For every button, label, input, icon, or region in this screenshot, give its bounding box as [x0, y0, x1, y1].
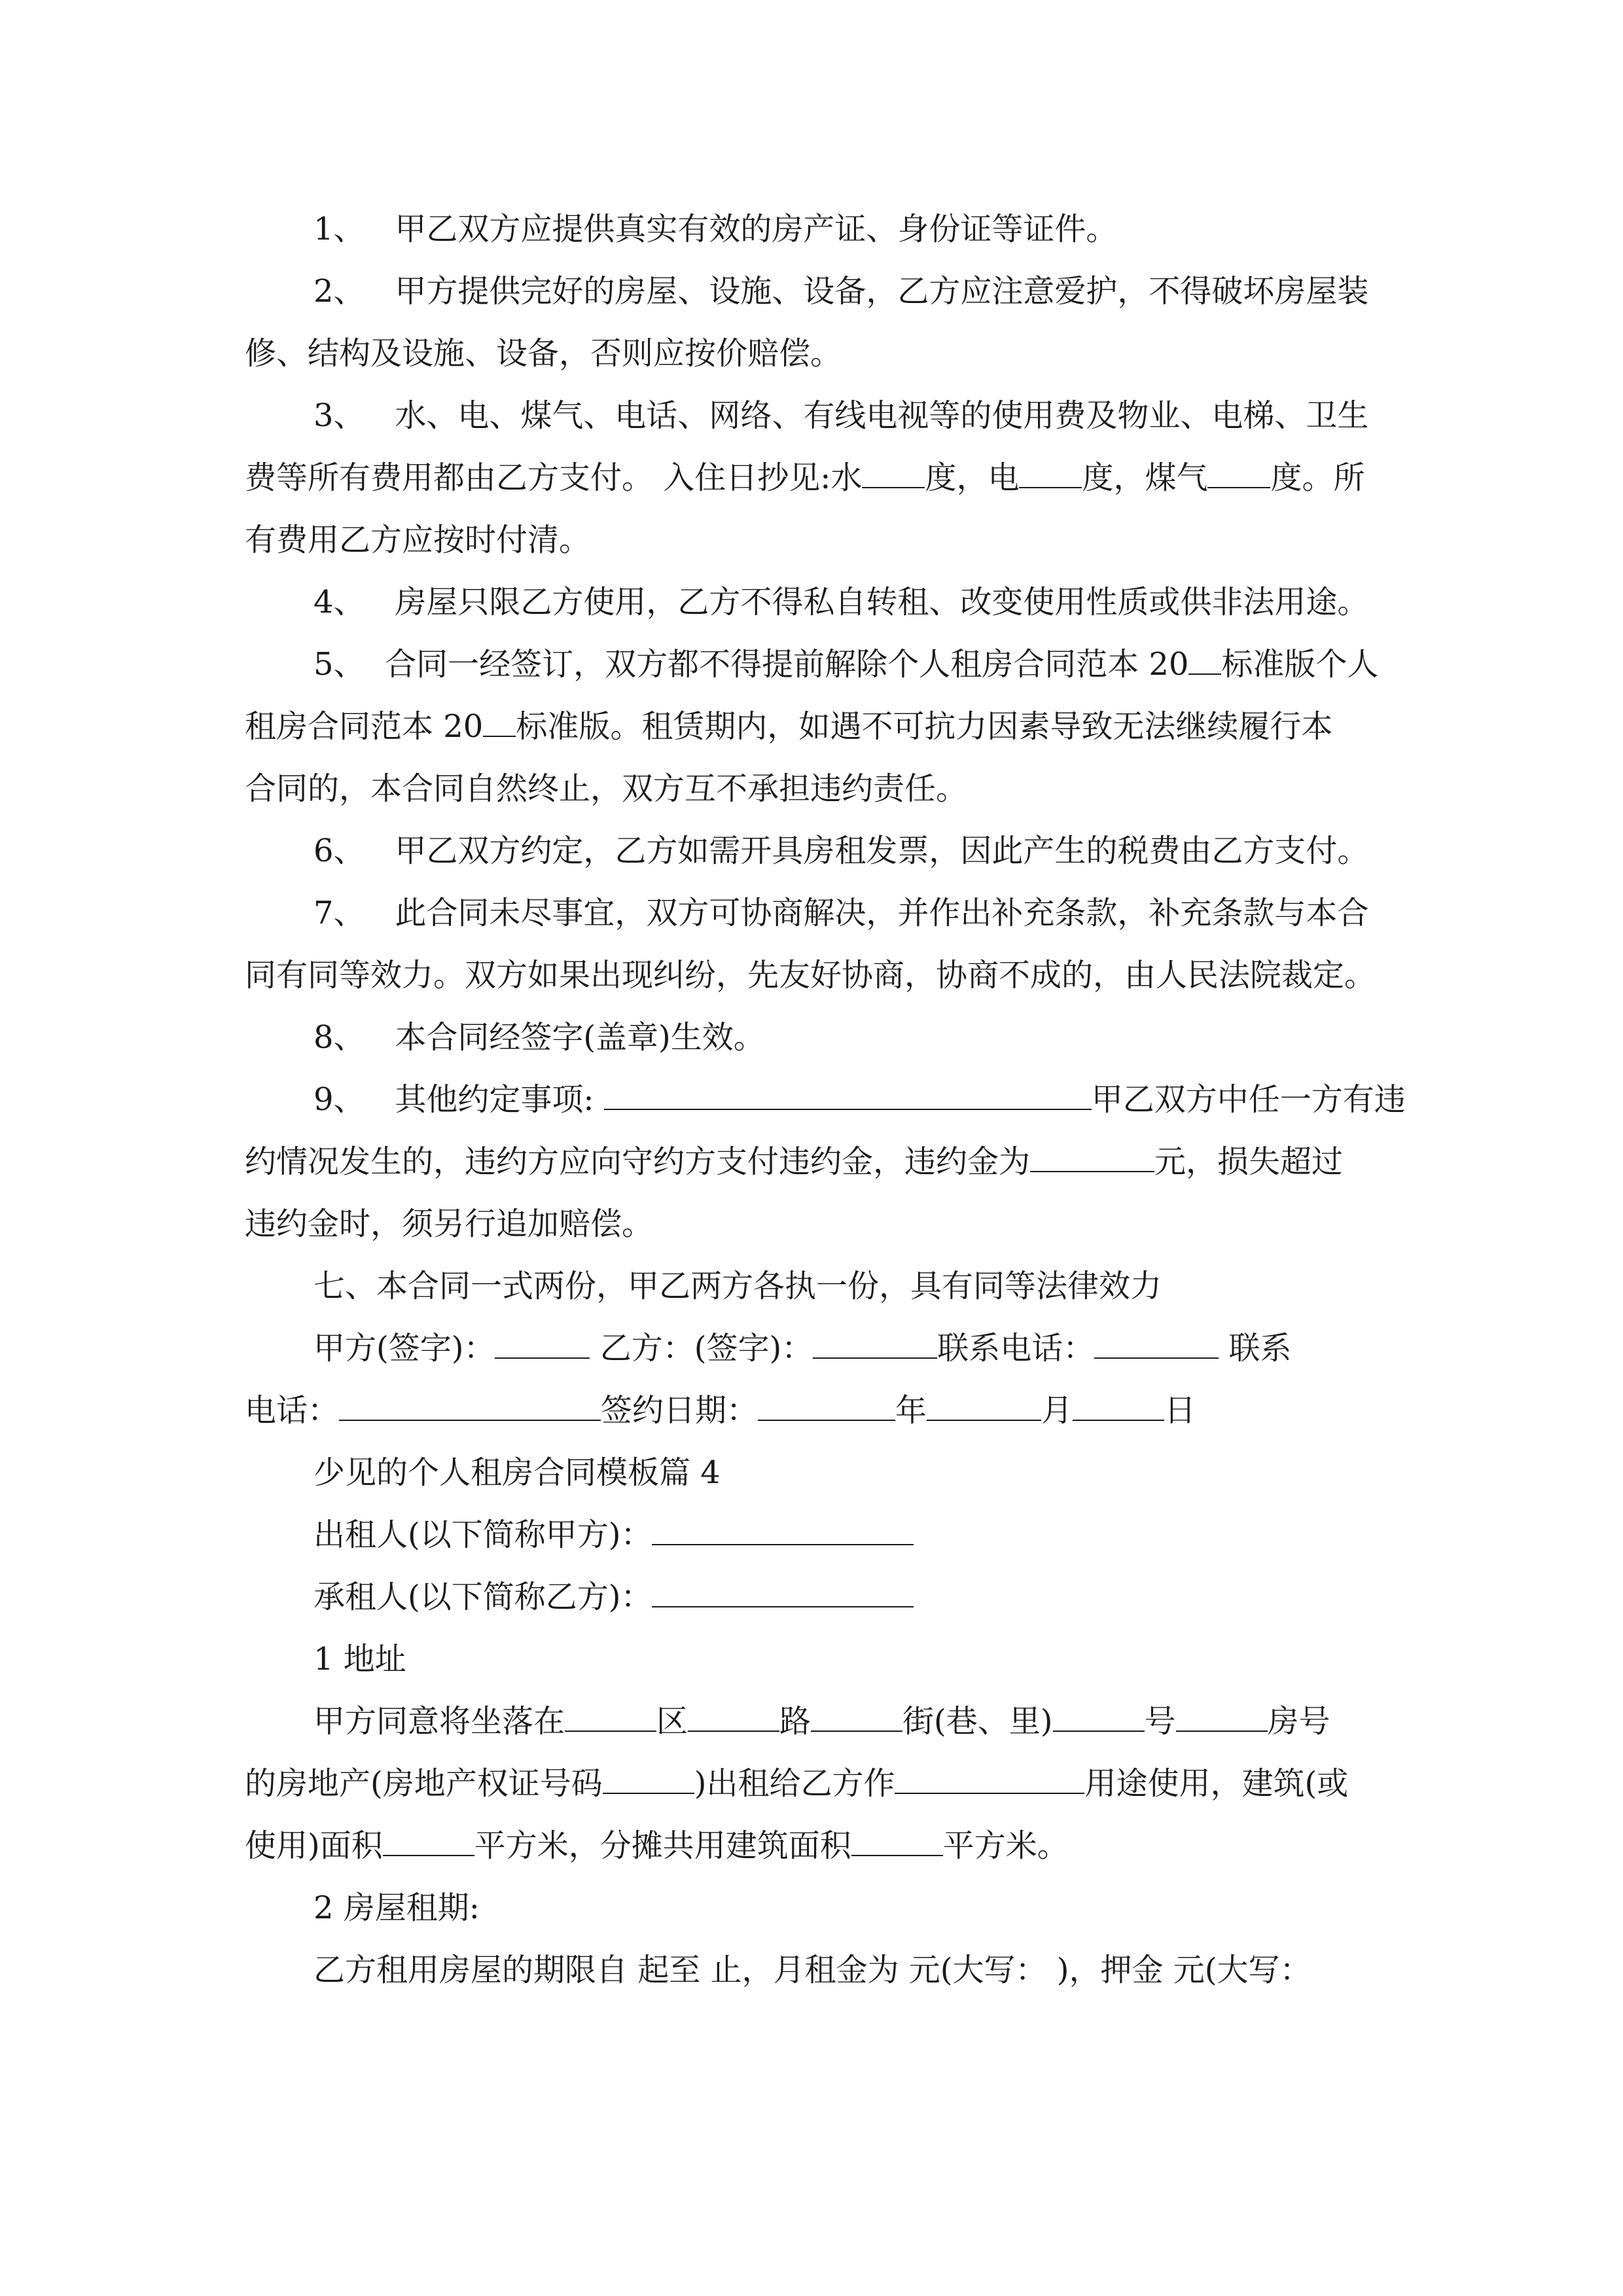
party-b-signature-blank[interactable]	[813, 1329, 937, 1359]
usage-blank[interactable]	[895, 1764, 1084, 1794]
clause-2: 2、 甲方提供完好的房屋、设施、设备，乙方应注意爱护，不得破坏房屋装	[313, 273, 1369, 310]
term-line: 乙方租用房屋的期限自 起至 止，月租金为 元(大写： )，押金 元(大写：	[313, 1952, 1311, 1988]
section-term-heading: 2 房屋租期:	[313, 1890, 480, 1926]
party-a-phone-blank[interactable]	[1094, 1329, 1219, 1359]
clause-1: 1、 甲乙双方应提供真实有效的房产证、身份证等证件。	[313, 211, 1118, 247]
template-title: 少见的个人租房合同模板篇 4	[313, 1454, 721, 1491]
sign-month-blank[interactable]	[927, 1391, 1041, 1421]
clause-6: 6、 甲乙双方约定，乙方如需开具房租发票，因此产生的税费由乙方支付。	[313, 833, 1369, 869]
district-blank[interactable]	[565, 1702, 656, 1732]
clause-5-cont2: 合同的，本合同自然终止，双方互不承担违约责任。	[245, 770, 968, 807]
signature-line-cont: 电话： 签约日期： 年 月 日	[245, 1392, 1196, 1429]
number-blank[interactable]	[1053, 1702, 1145, 1732]
shared-area-blank[interactable]	[851, 1826, 943, 1856]
clause-5: 5、 合同一经签订，双方都不得提前解除个人租房合同范本 20 标准版个人	[313, 646, 1379, 683]
clause-5-cont: 租房合同范本 20 标准版。租赁期内，如遇不可抗力因素导致无法继续履行本	[245, 708, 1333, 745]
sign-day-blank[interactable]	[1073, 1391, 1164, 1421]
clause-8: 8、 本合同经签字(盖章)生效。	[313, 1019, 765, 1056]
lessee-line: 承租人(以下简称乙方)：	[313, 1577, 914, 1617]
year-blank[interactable]	[1188, 645, 1221, 675]
section-address-heading: 1 地址	[313, 1641, 406, 1677]
clause-3-cont: 有费用乙方应按时付清。	[245, 522, 591, 558]
area-blank[interactable]	[383, 1826, 474, 1856]
room-blank[interactable]	[1176, 1702, 1268, 1732]
address-line-cont: 的房地产(房地产权证号码 )出租给乙方作 用途使用，建筑(或	[245, 1765, 1349, 1802]
property-cert-blank[interactable]	[603, 1764, 694, 1794]
year-blank[interactable]	[483, 707, 516, 737]
street-blank[interactable]	[811, 1702, 902, 1732]
gas-reading-blank[interactable]	[1207, 458, 1270, 488]
electricity-reading-blank[interactable]	[1019, 458, 1082, 488]
address-line-cont2: 使用)面积 平方米，分摊共用建筑面积 平方米。	[245, 1827, 1069, 1864]
penalty-amount-blank[interactable]	[1030, 1142, 1154, 1172]
other-terms-blank[interactable]	[604, 1080, 1092, 1110]
clause-2-cont: 修、结构及设施、设备，否则应按价赔偿。	[245, 335, 842, 372]
clause-9-cont: 约情况发生的，违约方应向守约方支付违约金，违约金为 元，损失超过	[245, 1143, 1344, 1180]
clause-7: 7、 此合同未尽事宜，双方可协商解决，并作出补充条款，补充条款与本合	[313, 895, 1369, 931]
clause-9: 9、 其他约定事项: 甲乙双方中任一方有违	[313, 1081, 1406, 1118]
clause-7-cont: 同有同等效力。双方如果出现纠纷，先友好协商，协商不成的，由人民法院裁定。	[245, 957, 1376, 994]
lessee-blank[interactable]	[652, 1577, 914, 1607]
address-line: 甲方同意将坐落在 区 路 街(巷、里) 号 房号	[313, 1703, 1330, 1740]
water-reading-blank[interactable]	[862, 458, 925, 488]
clause-3: 3、 水、电、煤气、电话、网络、有线电视等的使用费及物业、电梯、卫生	[313, 397, 1369, 434]
clause-9-cont2: 违约金时，须另行追加赔偿。	[245, 1206, 654, 1242]
signature-line: 甲方(签字)： 乙方：(签字)： 联系电话： 联系	[313, 1330, 1292, 1367]
lessor-line: 出租人(以下简称甲方)：	[313, 1515, 914, 1554]
clause-3-meter-readings: 费等所有费用都由乙方支付。 入住日抄见:水 度，电 度，煤气 度。所	[245, 459, 1365, 496]
party-b-phone-blank[interactable]	[339, 1391, 601, 1421]
party-a-signature-blank[interactable]	[495, 1329, 590, 1359]
sign-year-blank[interactable]	[758, 1391, 895, 1421]
lessor-blank[interactable]	[652, 1515, 914, 1545]
clause-4: 4、 房屋只限乙方使用，乙方不得私自转租、改变使用性质或供非法用途。	[313, 584, 1369, 620]
road-blank[interactable]	[688, 1702, 779, 1732]
section-7: 七、本合同一式两份，甲乙两方各执一份，具有同等法律效力	[313, 1268, 1162, 1304]
